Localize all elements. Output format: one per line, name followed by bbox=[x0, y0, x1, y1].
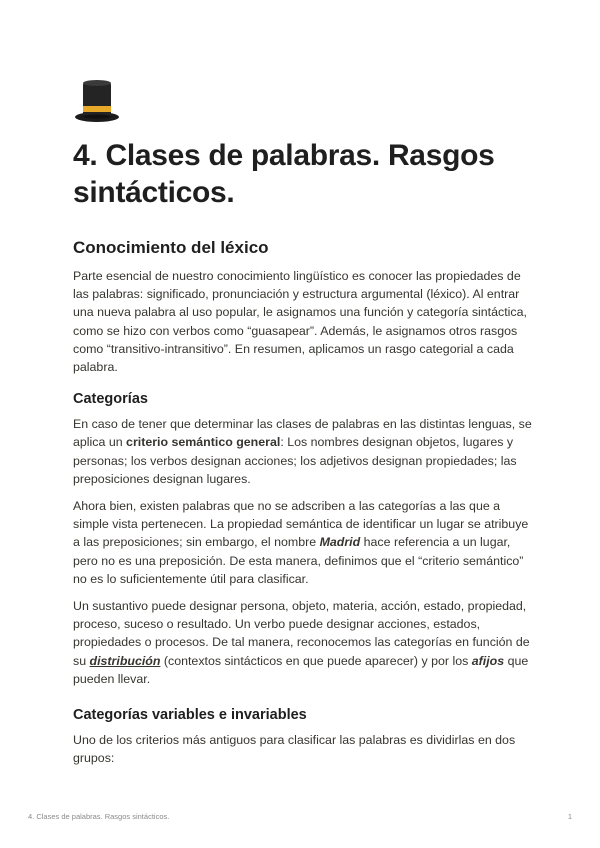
paragraph-variables: Uno de los criterios más antiguos para clasificar las palabras es dividirlas en dos grupos: bbox=[73, 733, 516, 766]
text-segment: En caso de tener que determinar las clases de palabras en las distintas lenguas, se aplica un bbox=[73, 417, 532, 450]
heading-categorias: Categorías bbox=[73, 391, 148, 408]
heading-conocimiento-lexico: Conocimiento del léxico bbox=[73, 238, 269, 257]
bold-term-distribucion: distribución bbox=[89, 653, 161, 668]
text-segment: : Los nombres designan objetos, lugares y personas; los verbos designan acciones; los adjetivos designan propiedades; las preposiciones designan lugares. bbox=[73, 435, 517, 486]
paragraph-categorias-2 bbox=[73, 497, 535, 588]
bold-term-afijos: afijos bbox=[471, 653, 505, 668]
paragraph-lexico: Parte esencial de nuestro conocimiento lingüístico es conocer las propiedades de las palabras: significado, pronunciación y estructura argumental (léxico). Al entrar una nueva palabra al uso popular, le asignamos una función y categoría sintáctica, como se hizo con verbos como “guasapear”. Además, le asignamos otros rasgos como “transitivo-intransitivo”. En resumen, aplicamos un rasgo categorial a cada palabra. bbox=[73, 269, 527, 375]
footer-title: 4. Clases de palabras. Rasgos sintácticos. bbox=[28, 812, 170, 821]
bold-term-criterio: criterio semántico general bbox=[126, 435, 281, 450]
text-segment: (contextos sintácticos en que puede aparecer) y por los bbox=[160, 653, 472, 668]
text-segment: Ahora bien, existen palabras que no se adscriben a las categorías a las que a simple vista pertenecen. La propiedad semántica de identificar un lugar se atribuye a las preposiciones; sin embargo, el nombre bbox=[73, 499, 529, 550]
top-hat-icon bbox=[73, 78, 121, 124]
text-segment: que pueden llevar. bbox=[73, 653, 529, 686]
text-segment: Un sustantivo puede designar persona, objeto, materia, acción, estado, propiedad, proceso, suceso o resultado. Un verbo puede designar acciones, estados, propiedades o procesos. De tal manera, reconocemos las categorías en función de su bbox=[73, 599, 530, 668]
paragraph-categorias-1 bbox=[73, 415, 535, 488]
paragraph-categorias-3 bbox=[73, 597, 535, 688]
text-segment: hace referencia a un lugar, pero no es una preposición. De esta manera, definimos que el “criterio semántico” no es lo suficientemente útil para clasificar. bbox=[73, 535, 524, 586]
heading-categorias-variables: Categorías variables e invariables bbox=[73, 707, 307, 724]
bold-term-madrid: Madrid bbox=[319, 535, 361, 550]
page-content bbox=[73, 78, 535, 776]
page-title: 4. Clases de palabras. Rasgos sintácticos. bbox=[73, 139, 495, 209]
page-footer bbox=[28, 812, 572, 821]
page-number: 1 bbox=[567, 812, 572, 821]
